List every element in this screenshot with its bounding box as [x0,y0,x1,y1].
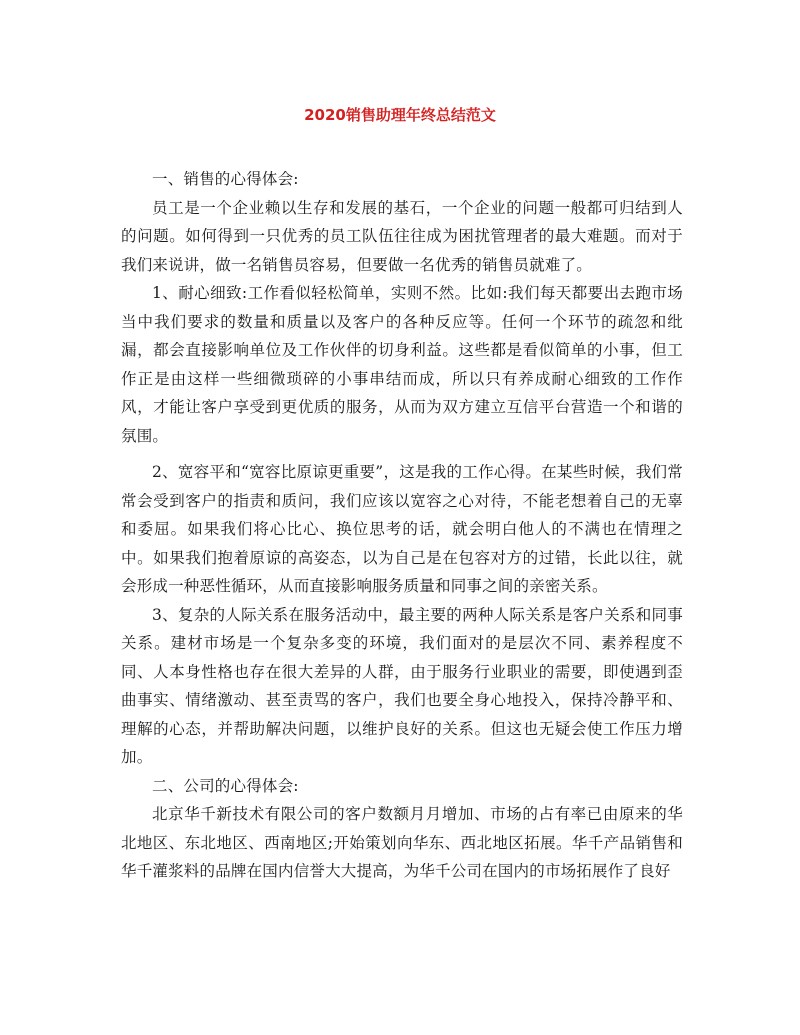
paragraph-point-1: 1、耐心细致:工作看似轻松简单，实则不然。比如:我们每天都要出去跑市场当中我们要求的数量和质量以及客户的各种反应等。任何一个环节的疏忽和纰漏，都会直接影响单位及工作伙伴的切身利益。这些都是看似简单的小事，但工作正是由这样一些细微琐碎的小事串结而成，所以只有养成耐心细致的工作作风，才能让客户享受到更优质的服务，从而为双方建立互信平台营造一个和谐的氛围。 [121,284,683,445]
document-body [121,165,683,886]
paragraph-point-3: 3、复杂的人际关系在服务活动中，最主要的两种人际关系是客户关系和同事关系。建材市场是一个复杂多变的环境，我们面对的是层次不同、素养程度不同、人本身性格也存在很大差异的人群，由于服务行业职业的需要，即使遇到歪曲事实、情绪激动、甚至责骂的客户，我们也要全身心地投入，保持冷静平和、理解的心态，并帮助解决问题，以维护良好的关系。但这也无疑会使工作压力增加。 [121,605,683,766]
paragraph-intro: 员工是一个企业赖以生存和发展的基石，一个企业的问题一般都可归结到人的问题。如何得到一只优秀的员工队伍往往成为困扰管理者的最大难题。而对于我们来说讲，做一名销售员容易，但要做一名优秀的销售员就难了。 [121,198,683,274]
section-heading-company: 二、公司的心得体会: [152,776,299,795]
document-title: 2020销售助理年终总结范文 [304,106,496,124]
section-heading-sales: 一、销售的心得体会: [152,170,299,188]
paragraph-company: 北京华千新技术有限公司的客户数额月月增加、市场的占有率已由原来的华北地区、东北地区、西南地区;开始策划向华东、西北地区拓展。华千产品销售和华千灌浆料的品牌在国内信誉大大提高，为华千公司在国内的市场拓展作了良好 [121,805,683,880]
paragraph-point-2: 2、宽容平和“宽容比原谅更重要”，这是我的工作心得。在某些时候，我们常常会受到客户的指责和质问，我们应该以宽容之心对待，不能老想着自己的无辜和委屈。如果我们将心比心、换位思考的话，就会明白他人的不满也在情理之中。如果我们抱着原谅的高姿态，以为自己是在包容对方的过错，长此以往，就会形成一种恶性循环，从而直接影响服务质量和同事之间的亲密关系。 [121,463,683,595]
